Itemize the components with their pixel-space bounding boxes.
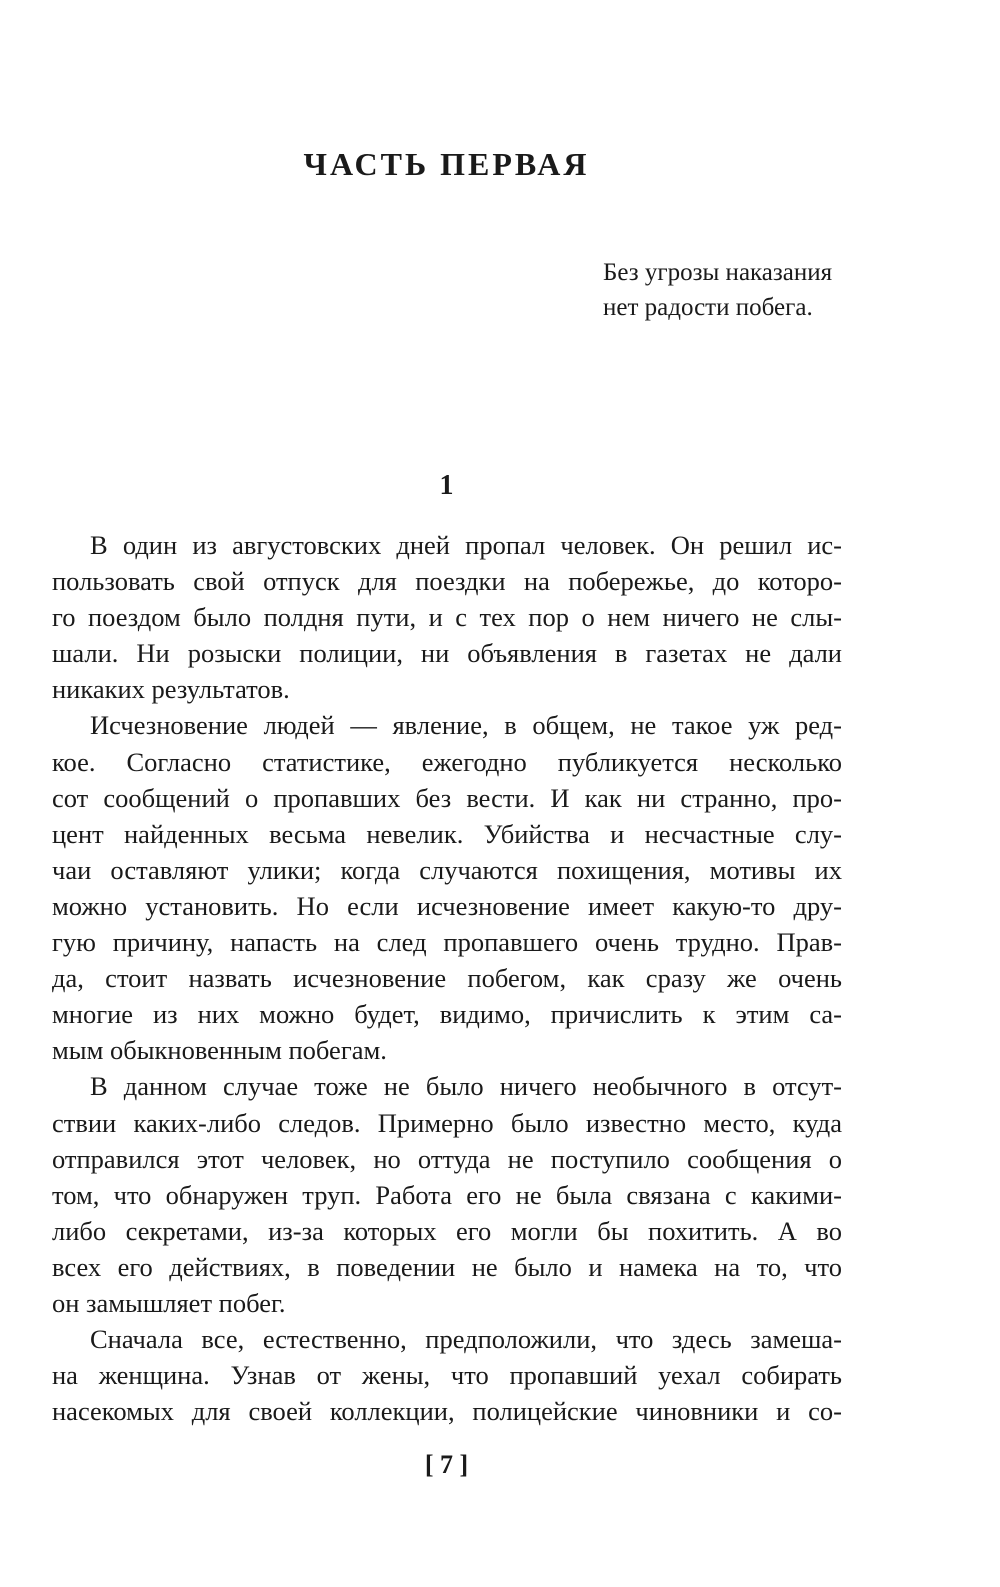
text-line: он замышляет побег. xyxy=(52,1287,286,1318)
text-line: Сначала все, естественно, предположили, что здесь замеша- xyxy=(90,1324,842,1355)
text-line: том, что обнаружен труп. Работа его не была связана с какими- xyxy=(52,1179,842,1210)
body-text xyxy=(52,527,842,1429)
paragraph xyxy=(52,1321,842,1429)
paragraph xyxy=(52,707,842,1068)
text-line: отправился этот человек, но оттуда не поступило сообщения о xyxy=(52,1143,842,1174)
text-line: гую причину, напасть на след пропавшего очень трудно. Прав- xyxy=(52,927,842,958)
text-line: да, стоит назвать исчезновение побегом, как сразу же очень xyxy=(52,963,842,994)
text-line: го поездом было полдня пути, и с тех пор о нем ничего не слы- xyxy=(52,602,842,633)
paragraph xyxy=(52,1068,842,1321)
text-line: В данном случае тоже не было ничего необычного в отсут- xyxy=(90,1071,842,1102)
paragraph xyxy=(52,527,842,707)
text-line: мым обыкновенным побегам. xyxy=(52,1035,387,1066)
text-line: кое. Согласно статистике, ежегодно публикуется несколько xyxy=(52,746,842,777)
text-line: всех его действиях, в поведении не было и намека на то, что xyxy=(52,1251,842,1282)
text-line: Исчезновение людей — явление, в общем, не такое уж ред- xyxy=(90,710,842,741)
text-line: можно установить. Но если исчезновение имеет какую-то дру- xyxy=(52,890,842,921)
page-number: [ 7 ] xyxy=(424,1450,469,1479)
text-line: шали. Ни розыски полиции, ни объявления в газетах не дали xyxy=(52,638,842,669)
text-line: пользовать свой отпуск для поездки на побережье, до которо- xyxy=(52,566,842,597)
part-title: ЧАСТЬ ПЕРВАЯ xyxy=(303,146,590,182)
text-line: либо секретами, из-за которых его могли бы похитить. А во xyxy=(52,1215,842,1246)
text-line: многие из них можно будет, видимо, причислить к этим са- xyxy=(52,999,842,1030)
chapter-number: 1 xyxy=(439,470,454,501)
text-line: В один из августовских дней пропал человек. Он решил ис- xyxy=(90,530,842,560)
text-line: никаких результатов. xyxy=(52,674,290,705)
text-line: насекомых для своей коллекции, полицейские чиновники и со- xyxy=(52,1396,842,1427)
text-line: ствии каких-либо следов. Примерно было известно место, куда xyxy=(52,1107,842,1138)
text-line: цент найденных весьма невелик. Убийства и несчастные слу- xyxy=(52,818,842,849)
epigraph-line: нет радости побега. xyxy=(603,294,813,321)
text-line: сот сообщений о пропавших без вести. И как ни странно, про- xyxy=(52,782,842,813)
text-line: чаи оставляют улики; когда случаются похищения, мотивы их xyxy=(52,854,842,885)
text-line: на женщина. Узнав от жены, что пропавший уехал собирать xyxy=(52,1360,842,1391)
epigraph xyxy=(603,255,903,325)
epigraph-line: Без угрозы наказания xyxy=(603,259,833,286)
